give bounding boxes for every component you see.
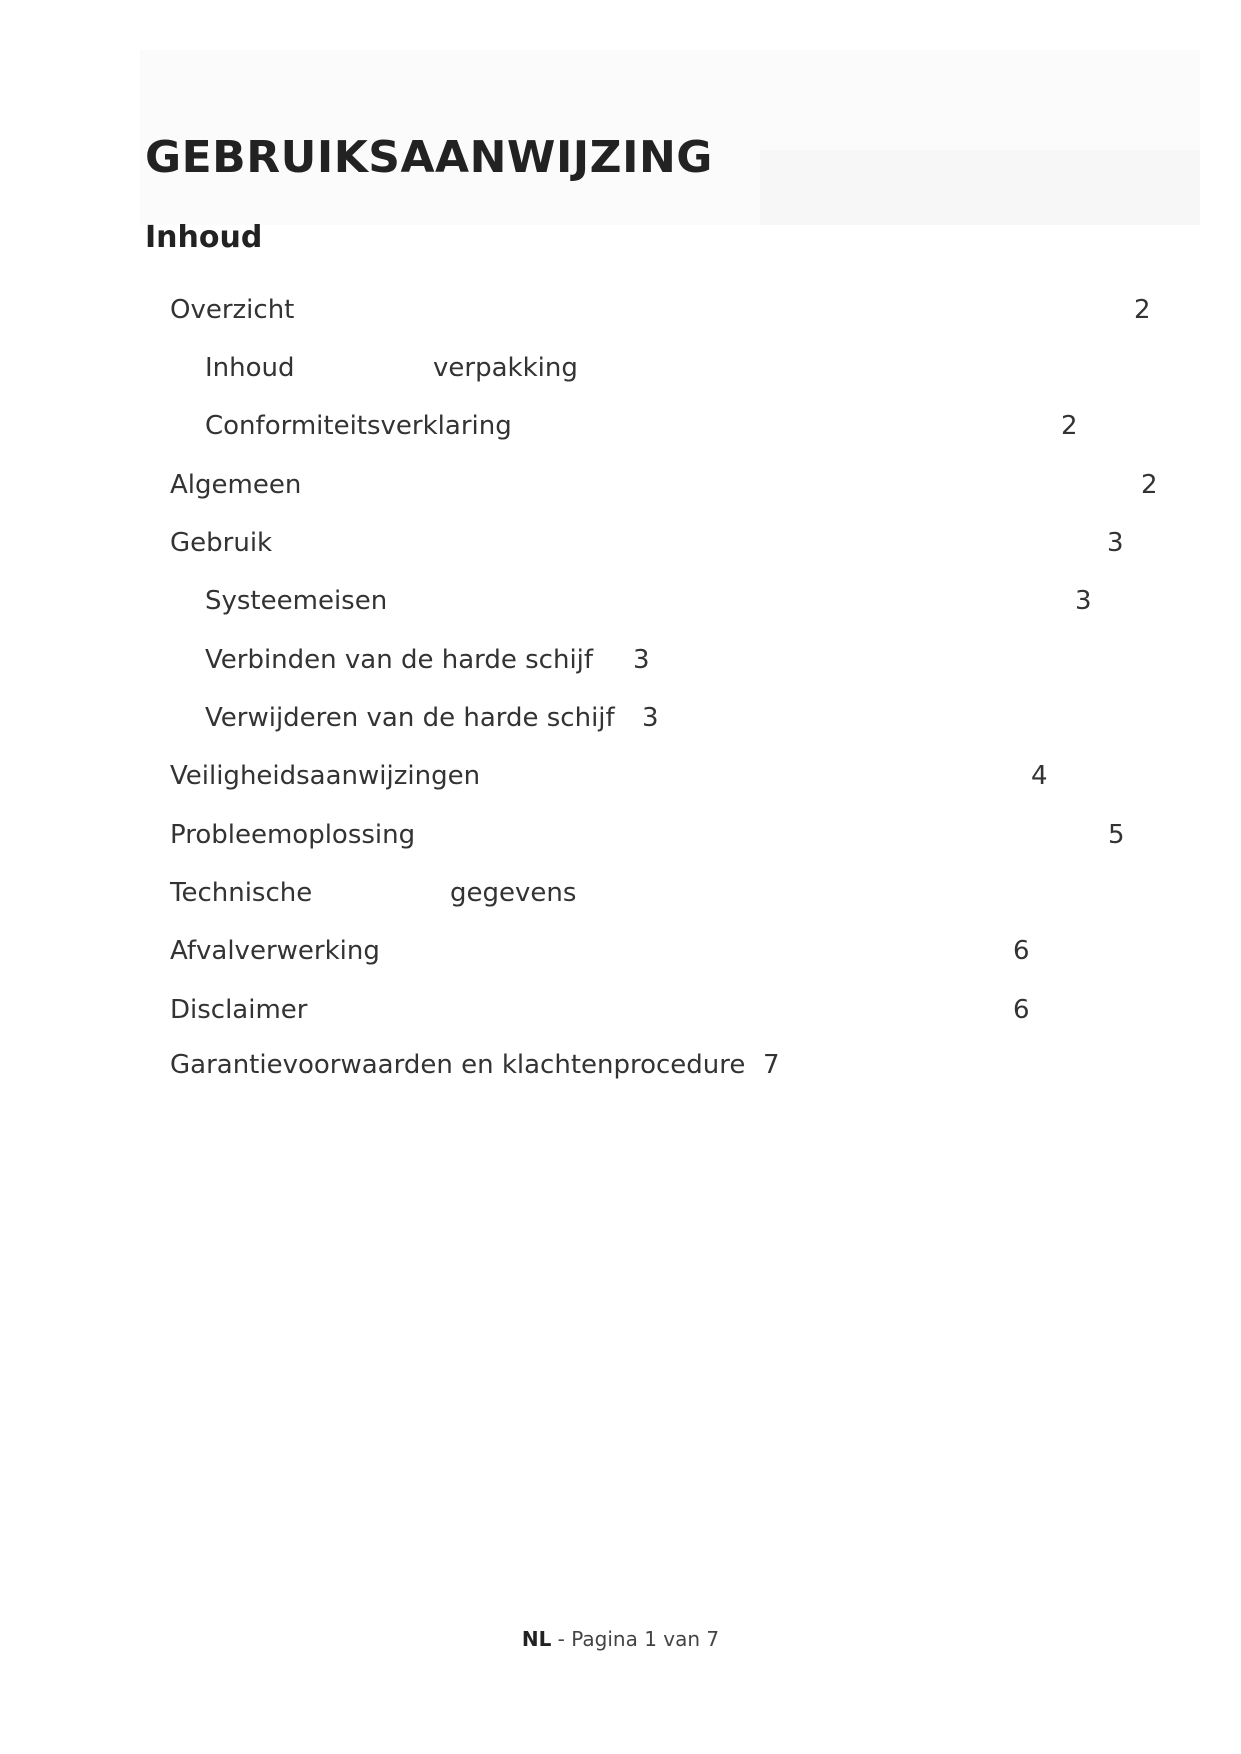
toc-item-label: Probleemoplossing — [170, 820, 416, 850]
page-footer — [0, 1627, 1241, 1651]
toc-item-page: 6 — [1013, 936, 1030, 966]
toc-item-label: Verbinden van de harde schijf — [205, 645, 594, 675]
toc-item-label: Gebruik — [170, 528, 273, 558]
toc-item-page: 3 — [642, 703, 659, 733]
toc-item-label: Conformiteitsverklaring — [205, 411, 512, 441]
toc-heading: Inhoud — [145, 220, 263, 255]
toc-item-page: 3 — [1107, 528, 1124, 558]
toc-item-label: Overzicht — [170, 295, 295, 325]
toc-item-page: 2 — [1061, 411, 1078, 441]
toc-item-page: 3 — [633, 645, 650, 675]
toc-item-label-continued: gegevens — [450, 878, 577, 908]
footer-language: NL — [521, 1627, 552, 1651]
toc-item-label-continued: verpakking — [433, 353, 578, 383]
toc-item-label: Verwijderen van de harde schijf — [205, 703, 615, 733]
toc-item-label: Garantievoorwaarden en klachtenprocedure — [170, 1050, 746, 1080]
toc-item-overzicht[interactable] — [170, 290, 1170, 330]
toc-item-disclaimer[interactable] — [170, 990, 1070, 1030]
footer-page-number: - Pagina 1 van 7 — [551, 1627, 720, 1651]
toc-item-conformiteitsverklaring[interactable] — [205, 406, 1105, 446]
toc-item-page: 2 — [1134, 295, 1151, 325]
toc-item-systeemeisen[interactable] — [205, 581, 1125, 621]
toc-item-probleemoplossing[interactable] — [170, 815, 1160, 855]
toc-item-garantievoorwaarden[interactable] — [170, 1045, 870, 1085]
toc-item-label: Inhoud — [205, 353, 295, 383]
toc-item-afvalverwerking[interactable] — [170, 931, 1070, 971]
toc-item-page: 5 — [1108, 820, 1125, 850]
toc-item-page: 3 — [1075, 586, 1092, 616]
toc-item-veiligheidsaanwijzingen[interactable] — [170, 756, 1070, 796]
toc-item-label: Afvalverwerking — [170, 936, 380, 966]
toc-item-page: 7 — [763, 1050, 780, 1080]
toc-item-technische-gegevens[interactable] — [170, 873, 770, 913]
document-title: GEBRUIKSAANWIJZING — [145, 132, 713, 183]
toc-item-label: Systeemeisen — [205, 586, 388, 616]
toc-item-label: Disclaimer — [170, 995, 308, 1025]
toc-item-label: Technische — [170, 878, 313, 908]
toc-item-label: Veiligheidsaanwijzingen — [170, 761, 481, 791]
toc-item-verwijderen[interactable] — [205, 698, 705, 738]
header-background-shade — [760, 150, 1200, 225]
toc-item-gebruik[interactable] — [170, 523, 1160, 563]
toc-item-algemeen[interactable] — [170, 465, 1180, 505]
toc-item-label: Algemeen — [170, 470, 302, 500]
toc-item-page: 4 — [1031, 761, 1048, 791]
toc-item-verbinden[interactable] — [205, 640, 705, 680]
toc-item-inhoud-verpakking[interactable] — [205, 348, 805, 388]
toc-item-page: 2 — [1141, 470, 1158, 500]
toc-item-page: 6 — [1013, 995, 1030, 1025]
